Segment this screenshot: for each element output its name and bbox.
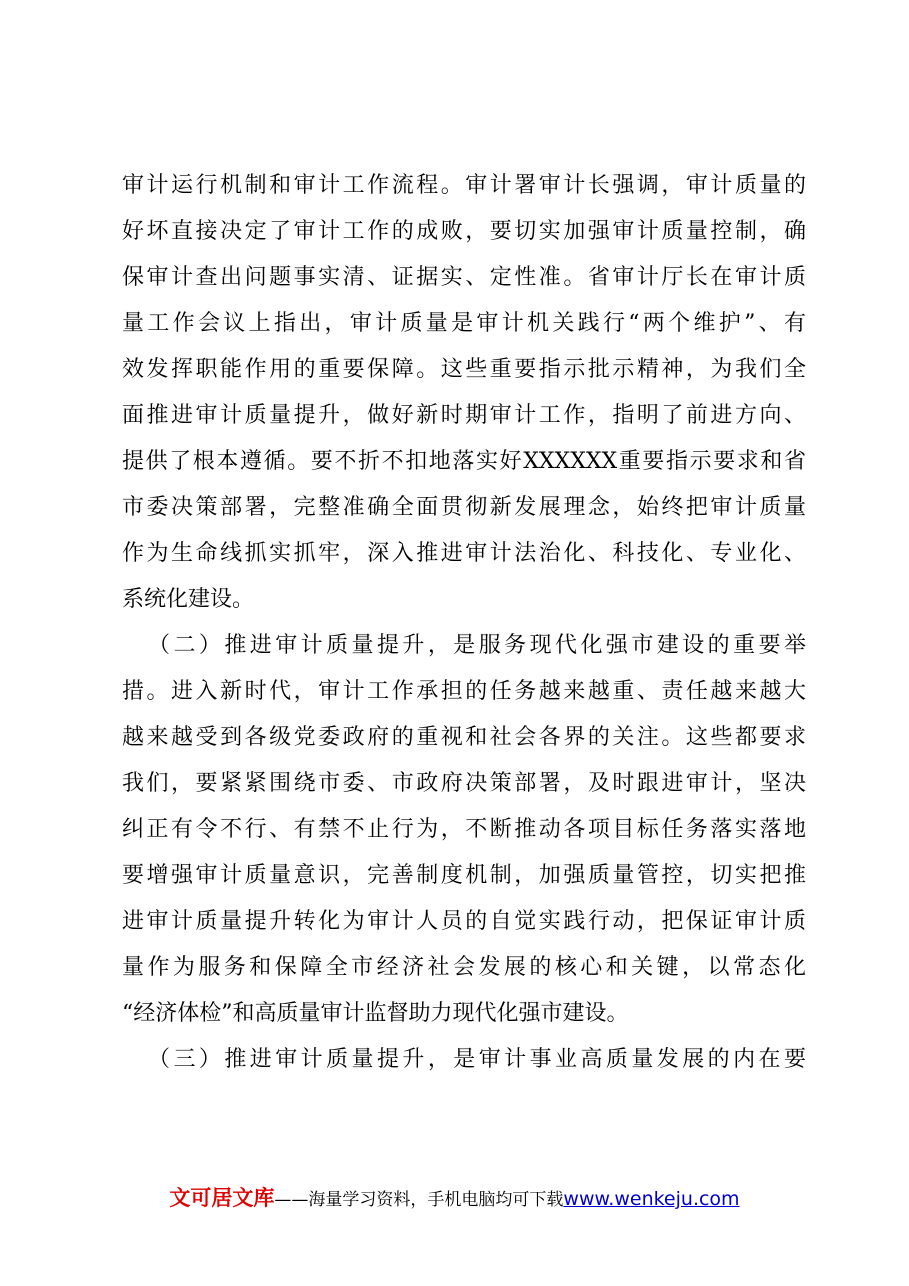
footer-banner <box>0 1182 909 1212</box>
text-line: 量作为服务和保障全市经济社会发展的核心和关键，以常态化 <box>122 955 806 980</box>
text-line: 系统化建设。 <box>122 587 255 612</box>
text-line: 作为生命线抓实抓牢，深入推进审计法治化、科技化、专业化、 <box>122 541 806 566</box>
text-line: 量工作会议上指出，审计质量是审计机关践行“两个维护”、有 <box>122 311 806 336</box>
text-line: 好坏直接决定了审计工作的成败，要切实加强审计质量控制，确 <box>122 219 806 244</box>
section-heading-line: （三）推进审计质量提升，是审计事业高质量发展的内在要 <box>148 1047 806 1072</box>
text-line: 我们，要紧紧围绕市委、市政府决策部署，及时跟进审计，坚决 <box>122 771 806 796</box>
footer-url-link[interactable]: www.wenkeju.com <box>563 1188 740 1210</box>
text-line: 措。进入新时代，审计工作承担的任务越来越重、责任越来越大 <box>122 679 806 704</box>
text-line: “经济体检”和高质量审计监督助力现代化强市建设。 <box>122 1001 629 1026</box>
text-line: 效发挥职能作用的重要保障。这些重要指示批示精神，为我们全 <box>122 357 806 382</box>
text-line: 要增强审计质量意识，完善制度机制，加强质量管控，切实把推 <box>122 863 806 888</box>
text-line: 提供了根本遵循。要不折不扣地落实好XXXXXX重要指示要求和省 <box>122 449 806 474</box>
text-line: 保审计查出问题事实清、证据实、定性准。省审计厅长在审计质 <box>122 265 806 290</box>
footer-brand: 文可居文库 <box>169 1186 275 1210</box>
body-text <box>122 163 806 1083</box>
text-line: 进审计质量提升转化为审计人员的自觉实践行动，把保证审计质 <box>122 909 806 934</box>
section-heading-line: （二）推进审计质量提升，是服务现代化强市建设的重要举 <box>148 633 806 658</box>
footer-slogan: ——海量学习资料，手机电脑均可下载 <box>274 1190 564 1210</box>
text-line: 面推进审计质量提升，做好新时期审计工作，指明了前进方向、 <box>122 403 806 428</box>
text-line: 审计运行机制和审计工作流程。审计署审计长强调，审计质量的 <box>122 173 806 198</box>
text-line: 纠正有令不行、有禁不止行为，不断推动各项目标任务落实落地 <box>122 817 806 842</box>
text-line: 市委决策部署，完整准确全面贯彻新发展理念，始终把审计质量 <box>122 495 806 520</box>
text-line: 越来越受到各级党委政府的重视和社会各界的关注。这些都要求 <box>122 725 806 750</box>
